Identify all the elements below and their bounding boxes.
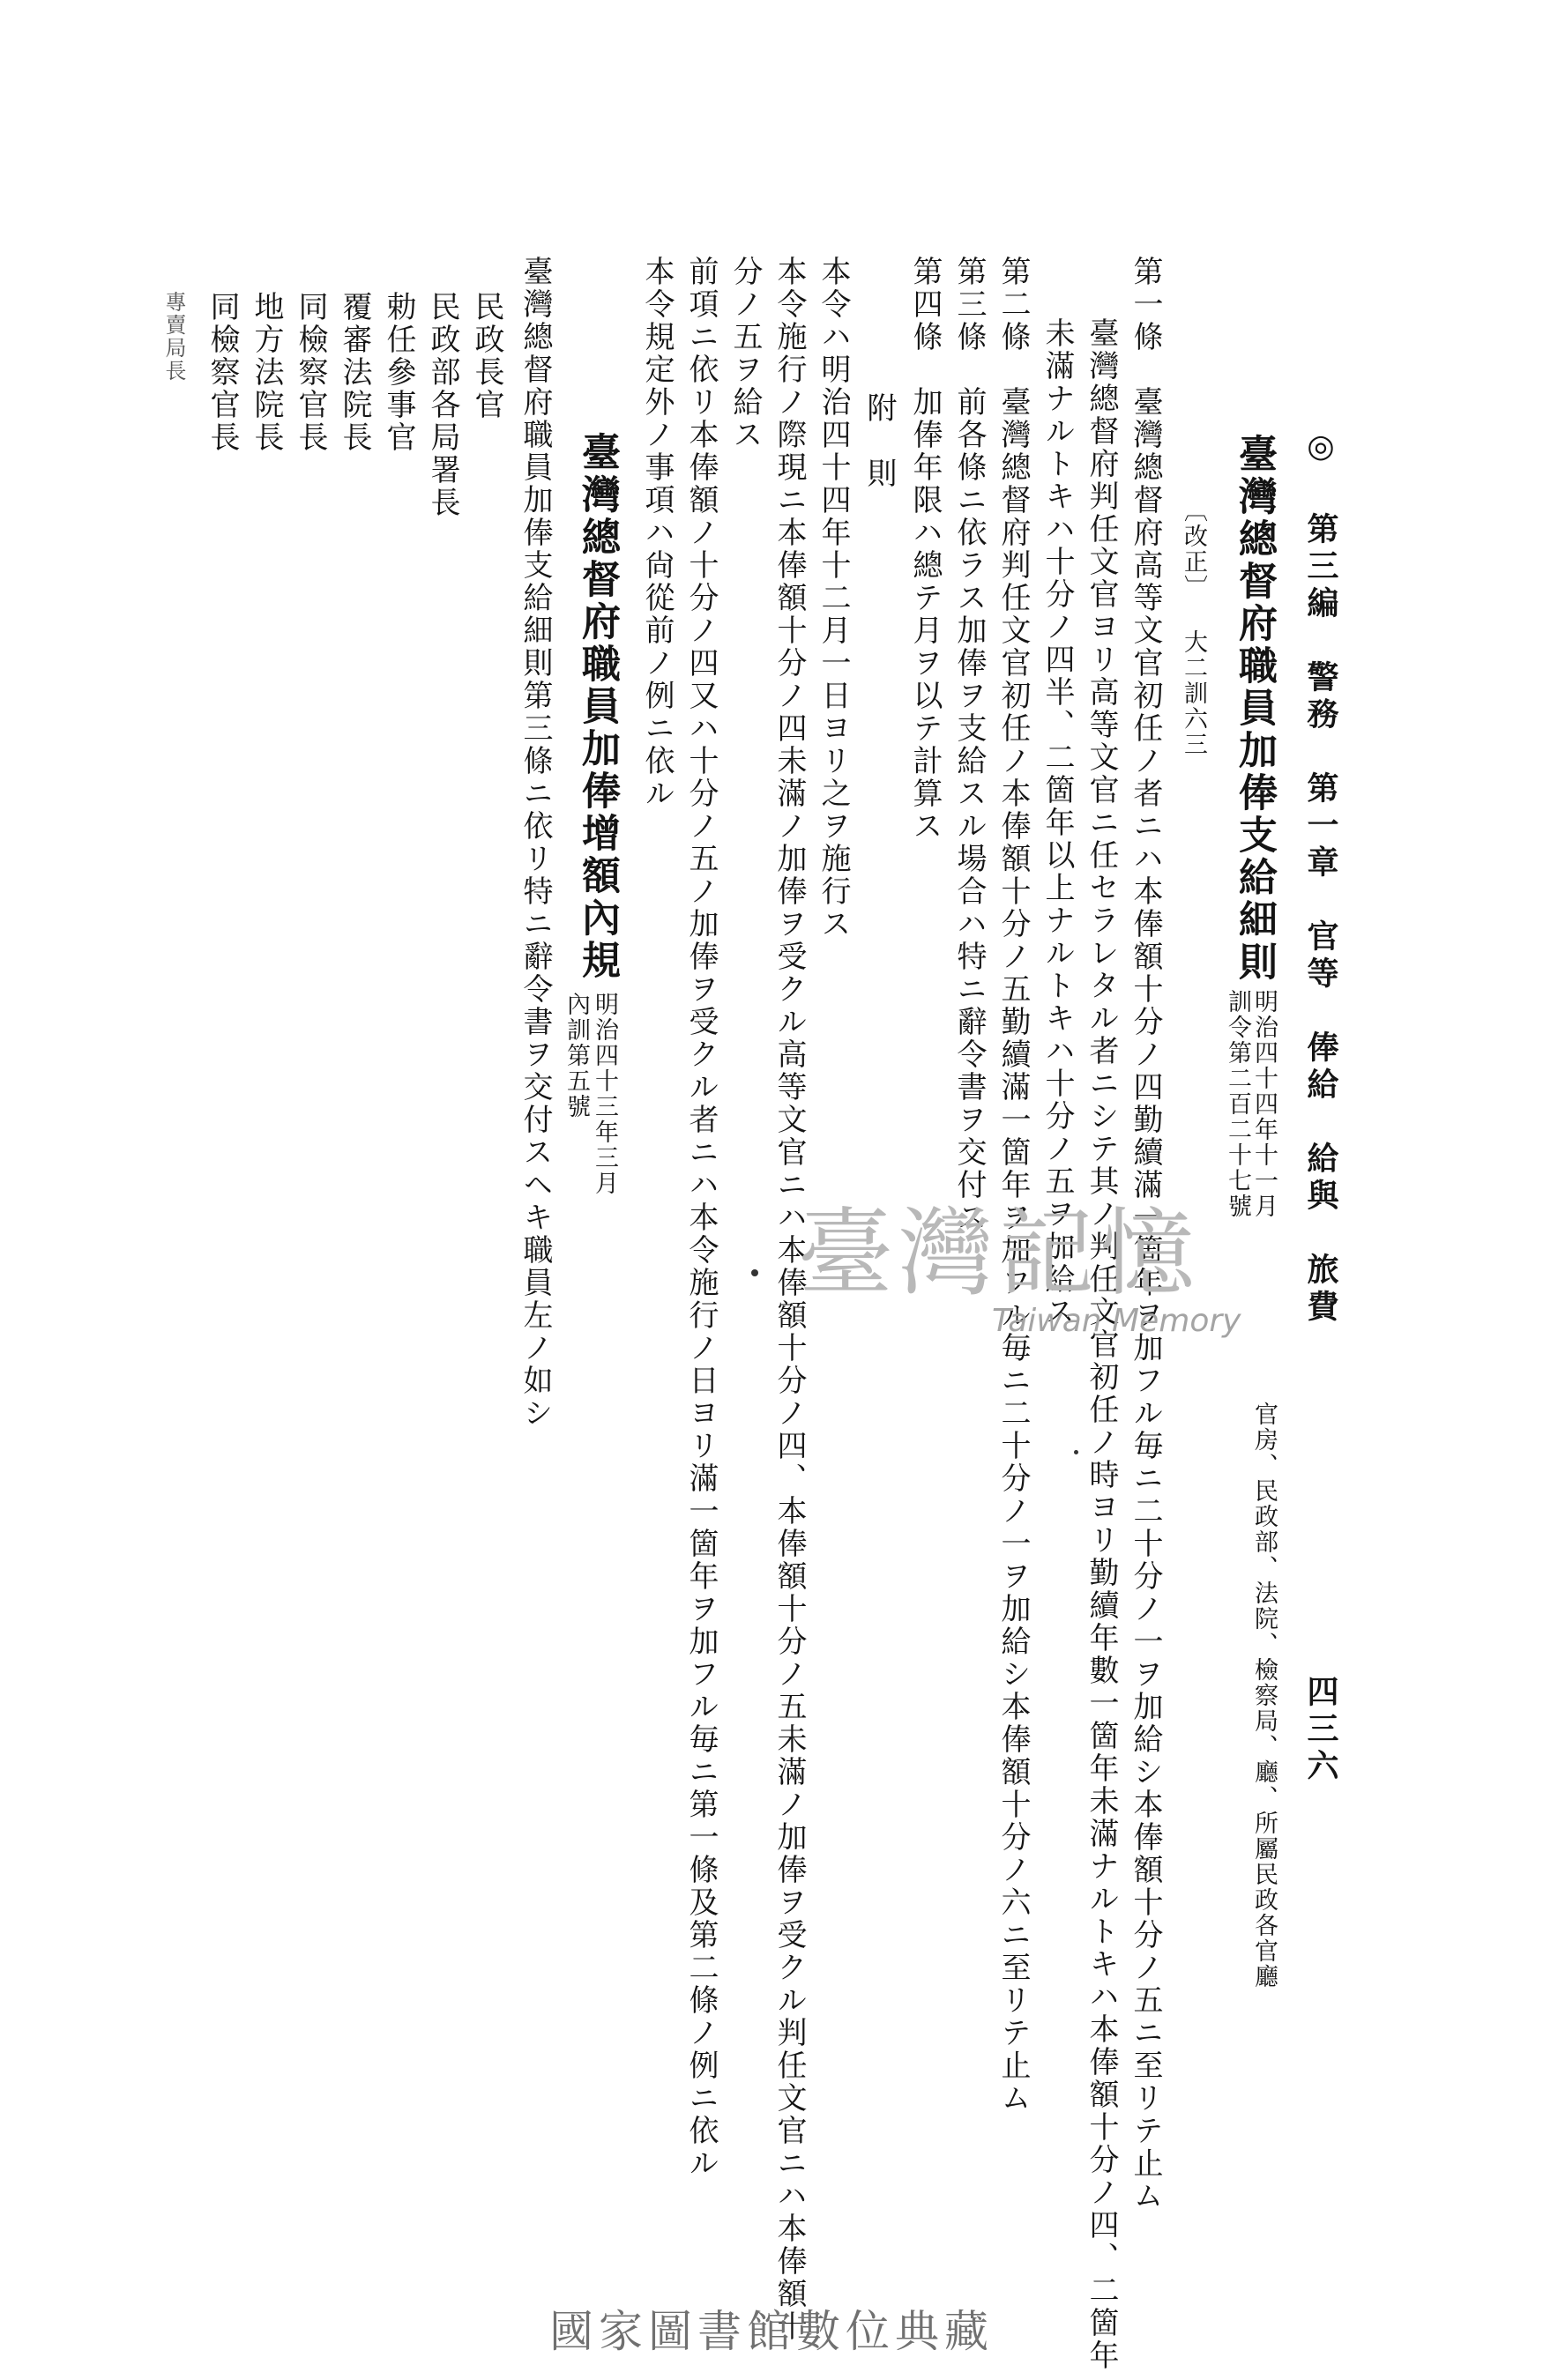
amendment-note: 〔改正〕 大二訓六三 bbox=[1180, 498, 1207, 757]
official-item: 地方法院長 bbox=[249, 291, 284, 454]
official-item: 同檢察官長 bbox=[293, 291, 328, 454]
footer-credit: 國家圖書館數位典藏 bbox=[549, 2306, 994, 2357]
article-3: 第三條 前各條ニ依ラス加俸ヲ支給スル場合ハ特ニ辭令書ヲ交付ス bbox=[951, 256, 987, 1234]
watermark-logo: 臺灣記憶 bbox=[798, 1199, 1201, 1309]
article-2: 第二條 臺灣總督府判任文官初任ノ本俸額十分ノ五勤續滿一箇年ヲ加フル毎ニ二十分ノ一ヲ加給シ本俸額十分ノ六ニ至リテ止ム bbox=[995, 256, 1031, 2115]
official-item: 勅任參事官 bbox=[381, 291, 416, 454]
article-1-line-3: 未滿ナルトキハ十分ノ四半、二箇年以上ナルトキハ十分ノ五ヲ加給ス bbox=[1040, 317, 1075, 1328]
page-number: 四三六 bbox=[1302, 1675, 1339, 1786]
supplementary-2-line-2: 分ノ五ヲ給ス bbox=[727, 256, 763, 451]
supplementary-4: 本令規定外ノ事項ハ尙從前ノ例ニ依ル bbox=[639, 256, 675, 810]
scan-speck bbox=[751, 1269, 758, 1276]
official-item: 覆審法院長 bbox=[337, 291, 372, 454]
chapter-heading: ◎ 第三編 警務 第一章 官等 俸給 給與 旅費 bbox=[1302, 428, 1339, 1327]
supplementary-2-line-1: 本令施行ノ際現ニ本俸額十分ノ四未滿ノ加俸ヲ受クル高等文官ニハ本俸額十分ノ四、本俸額十分ノ五未滿ノ加俸ヲ受クル判任文官ニハ本俸額十 bbox=[772, 256, 807, 2343]
scope-note: 官房、民政部、法院、檢察局、廳、所屬民政各官廳 bbox=[1250, 1402, 1278, 1990]
supplementary-1: 本令ハ明治四十四年十二月一日ヨリ之ヲ施行ス bbox=[816, 256, 851, 941]
article-1-line-1: 第一條 臺灣總督府高等文官初任ノ者ニハ本俸額十分ノ四勤續滿一箇年ヲ加フル毎ニ二十分ノ一ヲ加給シ本俸額十分ノ五ニ至リテ止ム bbox=[1128, 256, 1163, 2213]
supplementary-title: 附 則 bbox=[861, 392, 897, 490]
article-1-line-2: 臺灣總督府判任文官ヨリ高等文官ニ任セラレタル者ニシテ其ノ判任文官初任ノ時ヨリ勤續年數一箇年未滿ナルトキハ本俸額十分ノ四、二箇年 bbox=[1084, 317, 1119, 2372]
section1-enactment-2: 訓令第二百二十七號 bbox=[1224, 989, 1251, 1219]
official-item: 同檢察官長 bbox=[205, 291, 240, 454]
official-item: 民政部各局署長 bbox=[425, 291, 460, 519]
section2-enactment-2: 內訓第五號 bbox=[563, 992, 590, 1119]
section2-title: 臺灣總督府職員加俸增額內規 bbox=[575, 432, 620, 982]
section1-enactment-1: 明治四十四年十一月 bbox=[1250, 989, 1278, 1219]
scan-speck bbox=[1074, 1450, 1078, 1454]
official-item: 專賣局長 bbox=[161, 291, 186, 383]
supplementary-3: 前項ニ依リ本俸額ノ十分ノ四又ハ十分ノ五ノ加俸ヲ受クル者ニハ本令施行ノ日ヨリ滿一箇年ヲ加フル毎ニ第一條及第二條ノ例ニ依ル bbox=[683, 256, 719, 2180]
article-4: 第四條 加俸年限ハ總テ月ヲ以テ計算ス bbox=[907, 256, 943, 843]
section1-title: 臺灣總督府職員加俸支給細則 bbox=[1232, 434, 1277, 984]
section2-enactment-1: 明治四十三年三月 bbox=[591, 992, 618, 1196]
official-item: 民政長官 bbox=[469, 291, 504, 421]
watermark-subtitle: Taiwan Memory bbox=[992, 1303, 1241, 1339]
section2-body: 臺灣總督府職員加俸支給細則第三條ニ依リ特ニ辭令書ヲ交付スヘキ職員左ノ如シ bbox=[518, 256, 553, 1430]
